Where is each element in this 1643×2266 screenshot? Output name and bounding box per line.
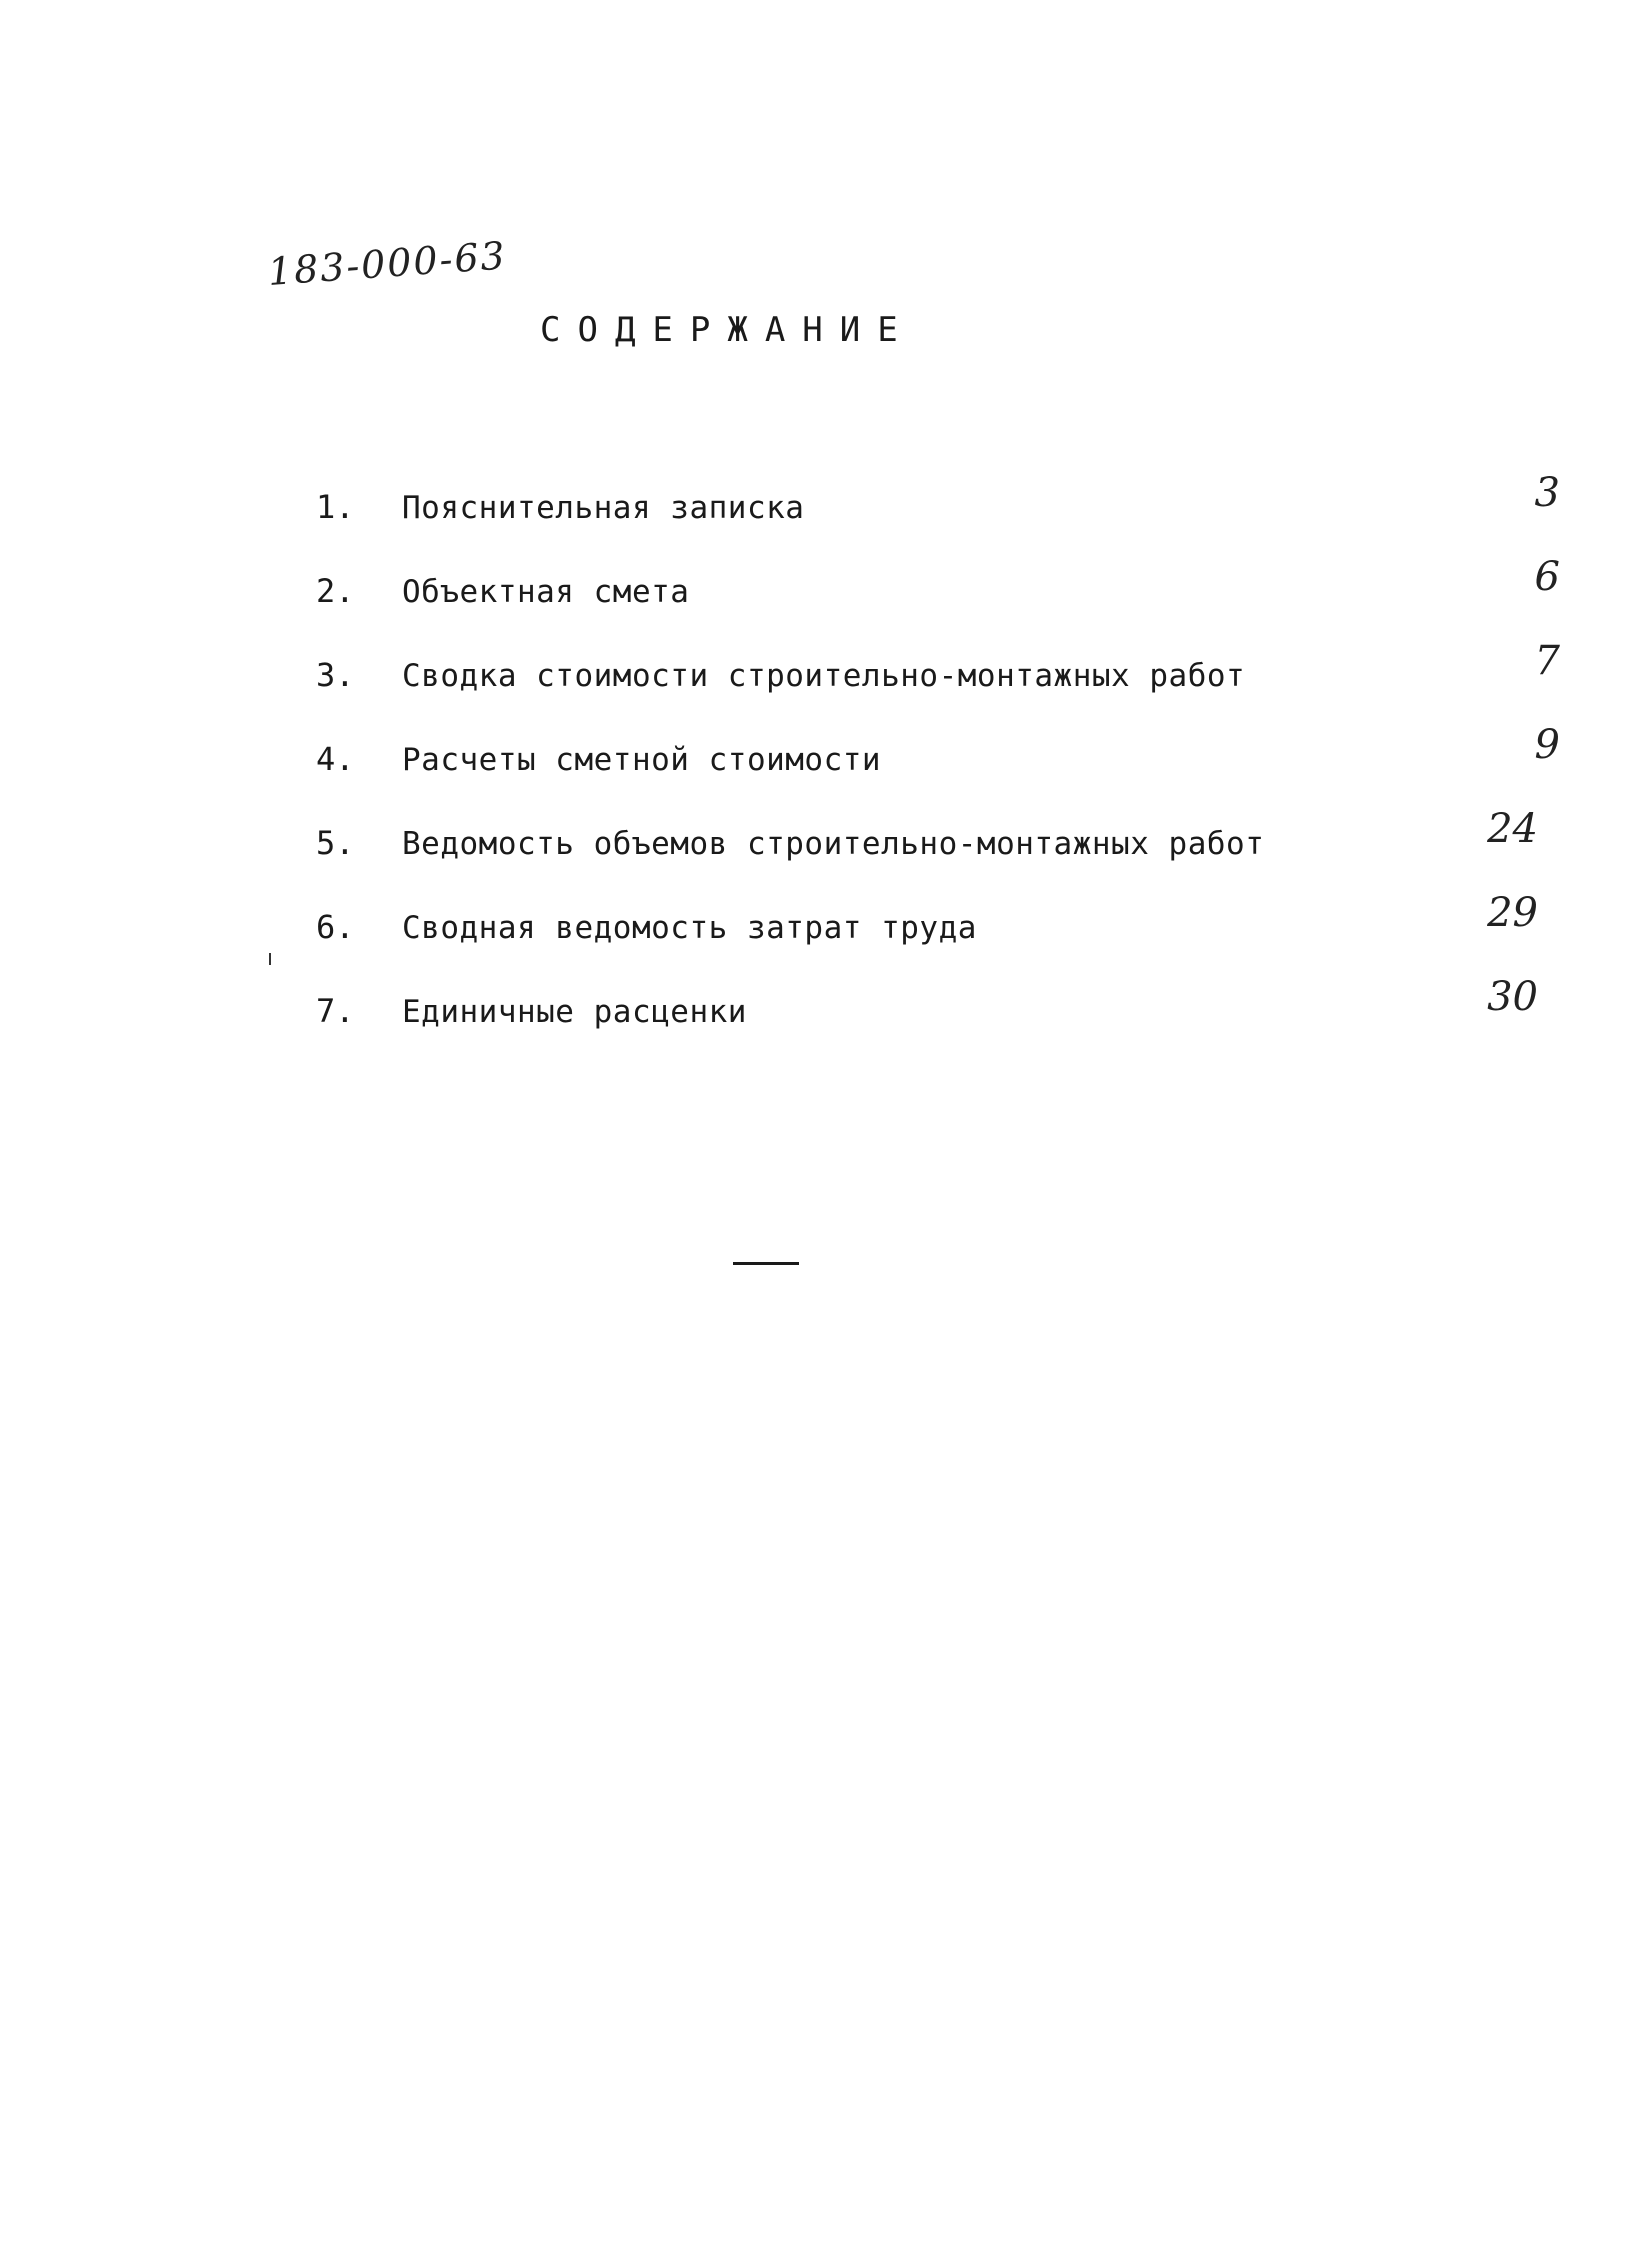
toc-item-label: Пояснительная записка	[402, 490, 805, 526]
toc-item	[310, 554, 1560, 614]
toc-item-page: 9	[1534, 722, 1560, 768]
toc-item-label: Объектная смета	[402, 574, 690, 610]
toc-item-label: Ведомость объемов строительно-монтажных работ	[402, 826, 1265, 862]
toc-item-label: Единичные расценки	[402, 994, 747, 1030]
toc-item-page: 7	[1534, 638, 1560, 684]
toc-item	[310, 890, 1560, 950]
toc-item-number: 7.	[316, 992, 355, 1030]
toc-item-page: 29	[1487, 890, 1538, 936]
toc-item-page: 3	[1534, 470, 1560, 516]
toc-item-label: Расчеты сметной стоимости	[402, 742, 882, 778]
toc-item-label: Сводная ведомость затрат труда	[402, 910, 977, 946]
toc-item	[310, 806, 1560, 866]
toc-item-number: 2.	[316, 572, 355, 610]
toc-item-label: Сводка стоимости строительно-монтажных работ	[402, 658, 1246, 694]
toc-item-number: 4.	[316, 740, 355, 778]
toc-item-number: 3.	[316, 656, 355, 694]
toc-item-number: 5.	[316, 824, 355, 862]
scan-speck	[269, 953, 271, 965]
toc-item	[310, 470, 1560, 530]
toc-item	[310, 638, 1560, 698]
toc-item-number: 1.	[316, 488, 355, 526]
toc-item-page: 30	[1487, 974, 1538, 1020]
toc-item-page: 6	[1534, 554, 1560, 600]
toc-item-number: 6.	[316, 908, 355, 946]
page-title: СОДЕРЖАНИЕ	[540, 310, 915, 350]
end-divider	[733, 1262, 799, 1265]
toc-item	[310, 974, 1560, 1034]
handwritten-document-code: 183-000-63	[266, 233, 509, 294]
toc-item-page: 24	[1487, 806, 1538, 852]
toc-item	[310, 722, 1560, 782]
